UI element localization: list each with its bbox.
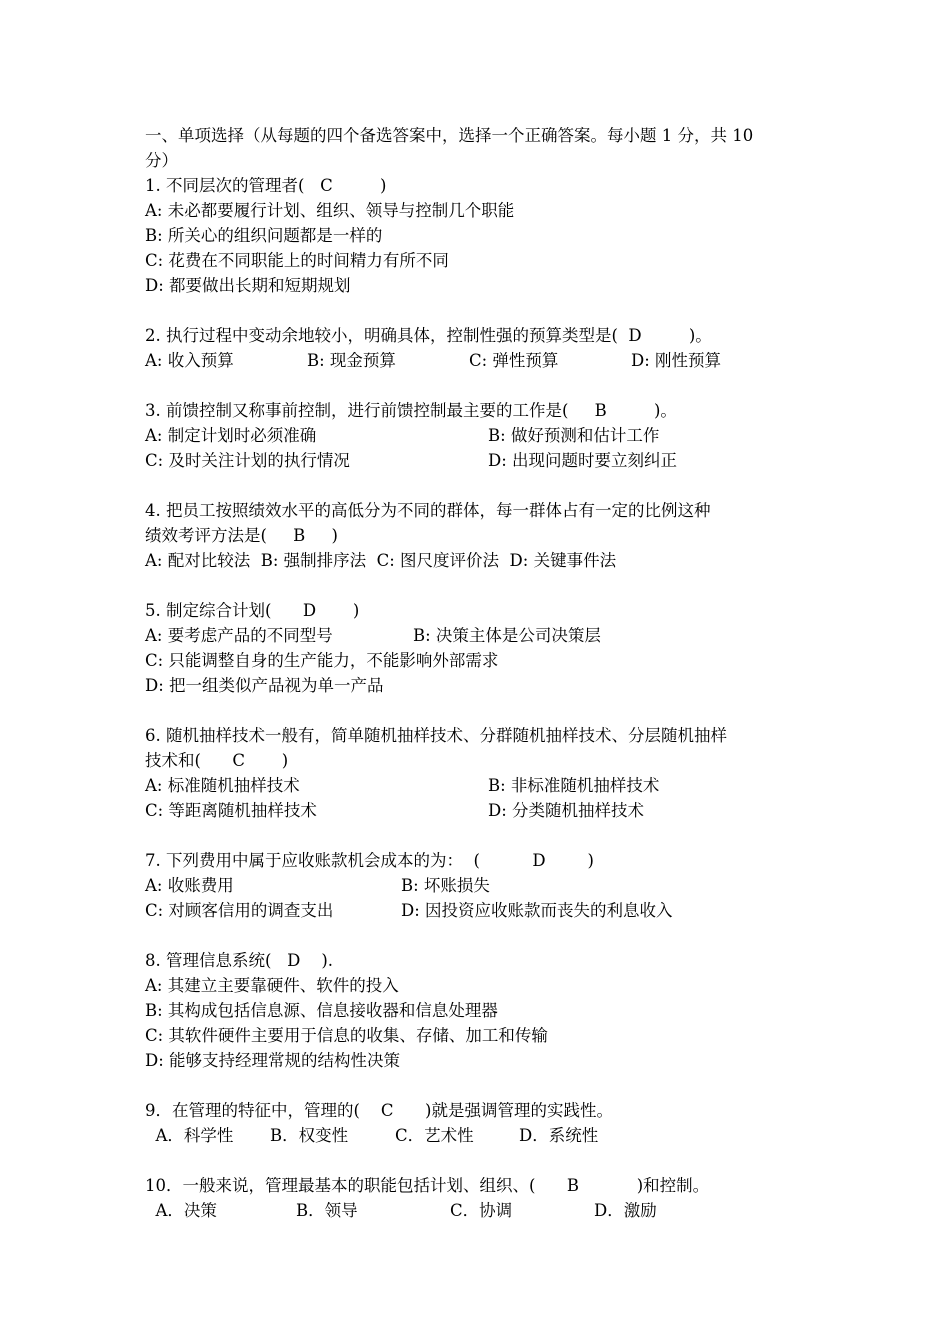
question-1-stem: 1. 不同层次的管理者( C ) bbox=[145, 176, 387, 195]
question-1-option-c: C: 花费在不同职能上的时间精力有所不同 bbox=[145, 251, 449, 270]
question-6-option-d: D: 分类随机抽样技术 bbox=[488, 801, 645, 820]
question-2-option-d: D: 刚性预算 bbox=[631, 351, 722, 370]
question-10-option-b: B．领导 bbox=[296, 1201, 358, 1220]
question-6-options-row2 bbox=[145, 798, 825, 823]
question-10-stem: 10．一般来说，管理最基本的职能包括计划、组织、( B )和控制。 bbox=[145, 1176, 710, 1195]
question-2-option-a: A: 收入预算 bbox=[145, 351, 234, 370]
question-10-option-c: C．协调 bbox=[450, 1201, 513, 1220]
question-3-stem: 3. 前馈控制又称事前控制，进行前馈控制最主要的工作是( B )。 bbox=[145, 401, 677, 420]
question-8-option-a: A: 其建立主要靠硬件、软件的投入 bbox=[145, 976, 399, 995]
section-title: 一、单项选择（从每题的四个备选答案中，选择一个正确答案。每小题 1 分，共 10 bbox=[145, 126, 754, 145]
question-8-option-c: C: 其软件硬件主要用于信息的收集、存储、加工和传输 bbox=[145, 1026, 548, 1045]
question-10-options bbox=[145, 1198, 825, 1223]
question-8-option-b: B: 其构成包括信息源、信息接收器和信息处理器 bbox=[145, 1001, 498, 1020]
question-6-stem: 6. 随机抽样技术一般有，简单随机抽样技术、分群随机抽样技术、分层随机抽样 bbox=[145, 726, 727, 745]
question-7-option-b: B: 坏账损失 bbox=[401, 876, 490, 895]
question-3-option-d: D: 出现问题时要立刻纠正 bbox=[488, 451, 678, 470]
document-content bbox=[145, 123, 825, 1223]
question-7-options-row1 bbox=[145, 873, 825, 898]
question-7-stem: 7. 下列费用中属于应收账款机会成本的为： ( D ) bbox=[145, 851, 594, 870]
question-6-stem-cont: 技术和( C ) bbox=[145, 751, 289, 770]
question-7-options-row2 bbox=[145, 898, 825, 923]
question-6-option-c: C: 等距离随机抽样技术 bbox=[145, 801, 317, 820]
question-9-option-c: C．艺术性 bbox=[395, 1126, 474, 1145]
question-3-option-a: A: 制定计划时必须准确 bbox=[145, 426, 317, 445]
question-1-option-a: A: 未必都要履行计划、组织、领导与控制几个职能 bbox=[145, 201, 515, 220]
question-5-stem: 5. 制定综合计划( D ) bbox=[145, 601, 360, 620]
question-5-option-d: D: 把一组类似产品视为单一产品 bbox=[145, 676, 384, 695]
question-6-option-a: A: 标准随机抽样技术 bbox=[145, 776, 300, 795]
question-4-options: A: 配对比较法 B: 强制排序法 C: 图尺度评价法 D: 关键事件法 bbox=[145, 551, 617, 570]
question-10-option-a: A．决策 bbox=[145, 1201, 217, 1220]
question-8-option-d: D: 能够支持经理常规的结构性决策 bbox=[145, 1051, 401, 1070]
question-6-option-b: B: 非标准随机抽样技术 bbox=[488, 776, 660, 795]
question-3-options-row1 bbox=[145, 423, 825, 448]
question-3-options-row2 bbox=[145, 448, 825, 473]
question-2-option-c: C: 弹性预算 bbox=[469, 351, 559, 370]
question-1-option-d: D: 都要做出长期和短期规划 bbox=[145, 276, 351, 295]
question-2-stem: 2. 执行过程中变动余地较小，明确具体，控制性强的预算类型是( D )。 bbox=[145, 326, 712, 345]
section-title-cont: 分） bbox=[145, 151, 178, 170]
question-5-options-row1 bbox=[145, 623, 825, 648]
question-6-options-row1 bbox=[145, 773, 825, 798]
question-4-stem: 4. 把员工按照绩效水平的高低分为不同的群体，每一群体占有一定的比例这种 bbox=[145, 501, 711, 520]
question-8-stem: 8. 管理信息系统( D ). bbox=[145, 951, 334, 970]
question-9-stem: 9．在管理的特征中，管理的( C )就是强调管理的实践性。 bbox=[145, 1101, 613, 1120]
question-9-option-b: B．权变性 bbox=[270, 1126, 349, 1145]
question-2-options bbox=[145, 348, 825, 373]
question-9-options bbox=[145, 1123, 825, 1148]
question-3-option-b: B: 做好预测和估计工作 bbox=[488, 426, 660, 445]
question-10-option-d: D．激励 bbox=[594, 1201, 657, 1220]
question-7-option-d: D: 因投资应收账款而丧失的利息收入 bbox=[401, 901, 673, 920]
question-7-option-a: A: 收账费用 bbox=[145, 876, 234, 895]
question-3-option-c: C: 及时关注计划的执行情况 bbox=[145, 451, 350, 470]
question-9-option-d: D．系统性 bbox=[519, 1126, 599, 1145]
question-7-option-c: C: 对顾客信用的调查支出 bbox=[145, 901, 334, 920]
question-1-option-b: B: 所关心的组织问题都是一样的 bbox=[145, 226, 383, 245]
question-5-option-c: C: 只能调整自身的生产能力，不能影响外部需求 bbox=[145, 651, 499, 670]
question-2-option-b: B: 现金预算 bbox=[307, 351, 396, 370]
question-4-stem-cont: 绩效考评方法是( B ) bbox=[145, 526, 338, 545]
question-5-option-b: B: 决策主体是公司决策层 bbox=[413, 626, 601, 645]
question-5-option-a: A: 要考虑产品的不同型号 bbox=[145, 626, 333, 645]
question-9-option-a: A．科学性 bbox=[145, 1126, 234, 1145]
